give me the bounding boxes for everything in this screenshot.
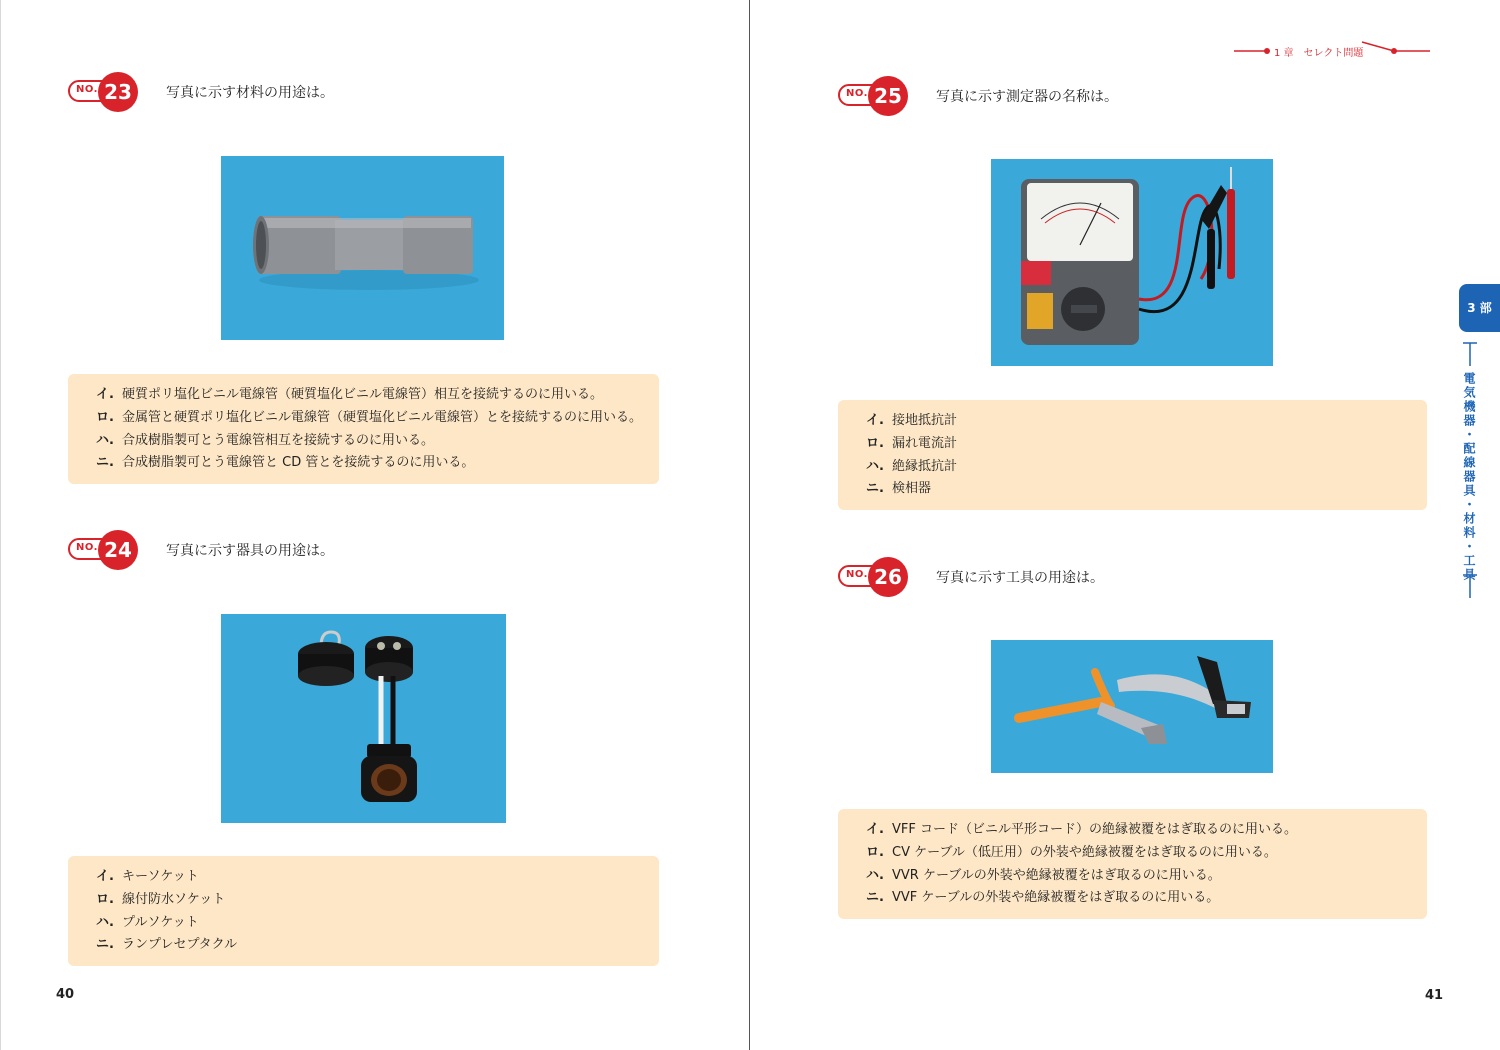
choice-text: VVR ケーブルの外装や絶縁被覆をはぎ取るのに用いる。 [892, 867, 1221, 883]
choice-i[interactable] [866, 410, 1427, 433]
no-label: NO. [846, 569, 868, 580]
wire-stripper-photo [991, 640, 1273, 773]
choice-text: 検相器 [892, 481, 932, 497]
question-26-choices [838, 809, 1427, 919]
page-number-left: 40 [56, 987, 75, 1002]
question-number-badge [68, 72, 140, 112]
question-number: 23 [98, 72, 138, 112]
choice-mark: ハ. [866, 458, 884, 474]
tab-divider-bottom [1462, 572, 1478, 600]
choice-text: ランプレセプタクル [122, 937, 238, 953]
choice-ha[interactable] [866, 456, 1427, 479]
choice-text: VFF コード（ビニル平形コード）の絶縁被覆をはぎ取るのに用いる。 [892, 822, 1297, 837]
running-head [1234, 40, 1430, 60]
choice-mark: イ. [96, 387, 114, 402]
choice-mark: ハ. [866, 867, 884, 883]
tab-divider-top [1462, 340, 1478, 368]
choice-i[interactable] [866, 819, 1427, 842]
running-head-text: 1 章 セレクト問題 [1274, 48, 1364, 59]
question-text: 写真に示す工具の用途は。 [936, 570, 1104, 586]
choice-ni[interactable] [866, 887, 1427, 910]
choice-ni[interactable] [866, 478, 1427, 501]
choice-mark: イ. [866, 413, 884, 428]
choice-mark: イ. [866, 822, 884, 837]
choice-i[interactable] [96, 866, 659, 889]
choice-ni[interactable] [96, 452, 659, 475]
choice-mark: ニ. [96, 937, 114, 953]
choice-mark: ニ. [96, 455, 114, 471]
chapter-title-vertical: 電気機器・配線器具・材料・工具 [1462, 372, 1476, 582]
choice-mark: イ. [96, 869, 114, 884]
no-label: NO. [76, 542, 98, 553]
choice-text: 接地抵抗計 [892, 413, 958, 428]
choice-mark: ハ. [96, 432, 114, 448]
choice-text: 線付防水ソケット [122, 891, 226, 907]
choice-mark: ニ. [866, 890, 884, 906]
question-number-badge [68, 530, 140, 570]
question-number: 26 [868, 557, 908, 597]
no-label: NO. [76, 84, 98, 95]
choice-mark: ロ. [866, 435, 884, 451]
chapter-index-tab[interactable]: 3 部 [1459, 284, 1500, 332]
choice-text: キーソケット [122, 869, 199, 884]
choice-ro[interactable] [866, 433, 1427, 456]
choice-text: 合成樹脂製可とう電線管相互を接続するのに用いる。 [122, 432, 435, 448]
choice-text: 漏れ電流計 [892, 435, 958, 451]
question-text: 写真に示す器具の用途は。 [166, 543, 334, 559]
choice-ro[interactable] [866, 842, 1427, 865]
choice-mark: ロ. [866, 844, 884, 860]
question-24-header [68, 530, 334, 570]
choice-ro[interactable] [96, 889, 659, 912]
question-number-badge [838, 557, 910, 597]
choice-ha[interactable] [96, 912, 659, 935]
question-number: 24 [98, 530, 138, 570]
question-number-badge [838, 76, 910, 116]
question-text: 写真に示す測定器の名称は。 [936, 89, 1118, 105]
question-23-header [68, 72, 334, 112]
choice-text: CV ケーブル（低圧用）の外装や絶縁被覆をはぎ取るのに用いる。 [892, 844, 1277, 860]
question-25-header [838, 76, 1118, 116]
choice-text: 合成樹脂製可とう電線管と CD 管とを接続するのに用いる。 [122, 455, 475, 471]
choice-mark: ロ. [96, 891, 114, 907]
question-26-header [838, 557, 1104, 597]
choice-text: 金属管と硬質ポリ塩化ビニル電線管（硬質塩化ビニル電線管）とを接続するのに用いる。 [122, 409, 643, 425]
insulation-tester-photo [991, 159, 1273, 366]
choice-ha[interactable] [96, 430, 659, 453]
choice-mark: ロ. [96, 409, 114, 425]
choice-ro[interactable] [96, 407, 659, 430]
question-number: 25 [868, 76, 908, 116]
socket-fixture-photo [221, 614, 506, 823]
question-text: 写真に示す材料の用途は。 [166, 85, 334, 101]
choice-text: 絶縁抵抗計 [892, 458, 958, 474]
choice-ni[interactable] [96, 934, 659, 957]
choice-text: 硬質ポリ塩化ビニル電線管（硬質塩化ビニル電線管）相互を接続するのに用いる。 [122, 387, 604, 402]
no-label: NO. [846, 88, 868, 99]
pvc-pipe-coupling-photo [221, 156, 504, 340]
choice-text: プルソケット [122, 914, 199, 930]
question-25-choices [838, 400, 1427, 510]
question-23-choices [68, 374, 659, 484]
question-24-choices [68, 856, 659, 966]
page-number-right: 41 [1425, 988, 1444, 1003]
choice-ha[interactable] [866, 865, 1427, 888]
choice-text: VVF ケーブルの外装や絶縁被覆をはぎ取るのに用いる。 [892, 890, 1220, 906]
choice-i[interactable] [96, 384, 659, 407]
choice-mark: ニ. [866, 481, 884, 497]
choice-mark: ハ. [96, 914, 114, 930]
